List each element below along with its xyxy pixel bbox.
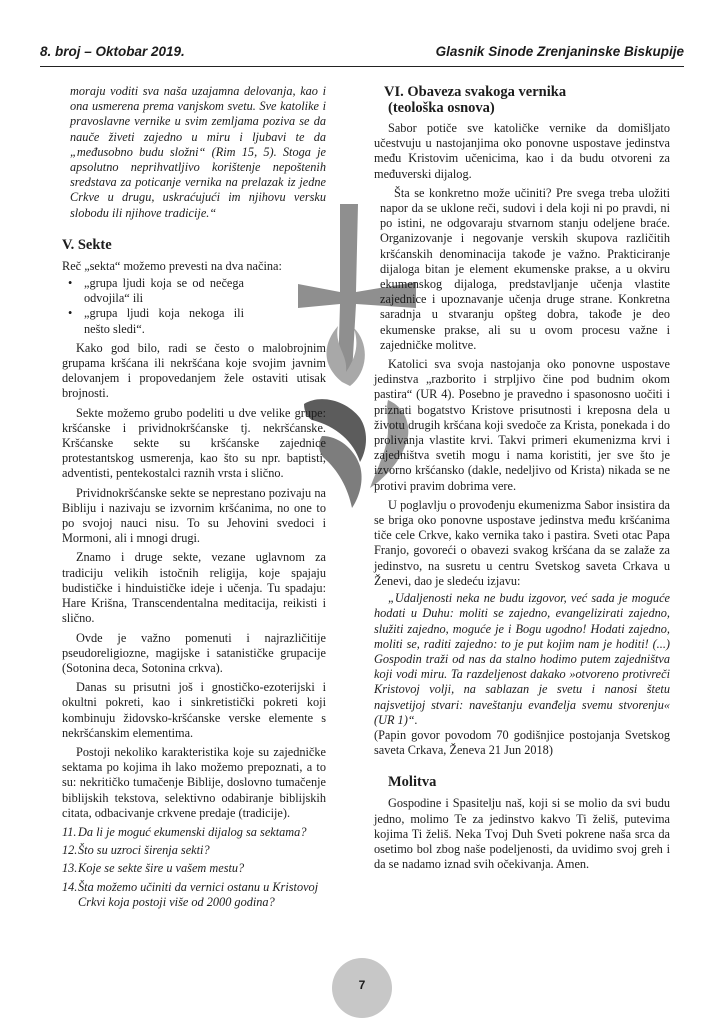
section-heading-sekte: V. Sekte	[62, 236, 112, 253]
section-subheading: (teološka osnova)	[388, 100, 495, 116]
sekta-definition-intro: Reč „sekta“ možemo prevesti na dva načina:	[62, 258, 282, 273]
section-heading-obaveza: VI. Obaveza svakoga vernika	[384, 84, 567, 100]
question-item: 11. Da li je moguć ekumenski dijalog sa sektama?	[62, 824, 307, 839]
publication-title: Glasnik Sinode Zrenjaninske Biskupije	[435, 44, 684, 59]
intro-quote: moraju voditi sva naša uzajamna delovanja, kao i ona usmerena prema vanjskom svetu. Sve katolike i pravoslavne vernike u svim zemljama poziva se da nauče živeti zajedno u miru i ljubavi te da „međusobno budu složni“ (Rim 15, 5). Stoga je apsolutno neprihvatljivo korištenje nepoštenih sredstava za poticanje vernika na prelazak iz jedne Crkve u drugu, uskraćujući im njihovu versku slobodu ili njihove tradicije.“	[70, 84, 326, 220]
pope-quote: „Udaljenosti neka ne budu izgovor, već sada je moguće hodati u Duhu: moliti se zajedno, evangelizirati zajedno, služiti zajedno, moguće je i Bogu ugodno! Hodati zajedno, moliti se, raditi zajedno: to je put kojim nam je hoditi! (...) Gospodin traži od nas da stalno hodimo putem zajedništva koji vodi miru. Ta razdeljenost dakako »otvoreno protivreči Kristovoj volji, na sablazan je svetu i nanosi štetu najsvetijoj stvari: naveštanju evanđelja svemu stvorenju« (UR 1)“.	[374, 591, 670, 727]
paragraph: Znamo i druge sekte, vezane uglavnom za tradiciju velikih istočnih religija, koje spajaju budističke i hinduističke ideje i učenja. Tu spadaju: Hare Krišna, Transcendentalna meditacija, reikisti i slično.	[62, 550, 326, 626]
paragraph: Postoji nekoliko karakteristika koje su zajedničke sektama po kojima ih lako možemo prepoznati, a to su: nekritičko tumačenje Biblije, doslovno tumačenje biblijskih tekstova, selektivno odabiranje biblijskih citata, odbacivanje crkvene predaje (tradicije).	[62, 744, 326, 820]
paragraph: Kako god bilo, radi se često o malobrojnim grupama kršćana ili nekršćana koje svojim javnim delovanjem i propovedanjem žele ostaviti utisak brojnosti.	[62, 340, 326, 401]
paragraph: Danas su prisutni još i gnostičko-ezoterijski i okultni pokreti, kao i sinkretistički pokreti koji kombinuju židovsko-kršćanske verske elemente s nekršćanskim elementima.	[62, 680, 326, 740]
list-item: • „grupa ljudi koja nekoga ili nešto sledi“.	[62, 306, 244, 336]
paragraph: Prividnokršćanske sekte se neprestano pozivaju na Bibliju i nazivaju se izvornim kršćanima, no one to po svojoj nauci nisu. To su Jehovini svedoci i Mormoni, ali i mnogi drugi.	[62, 485, 326, 546]
right-column	[374, 84, 670, 872]
sekta-definitions-list	[62, 276, 326, 337]
prayer-heading: Molitva	[388, 774, 437, 791]
prayer-text: Gospodine i Spasitelju naš, koji si se molio da svi budu jedno, molimo Te za jedinstvo kakvo Ti želiš, putevima kojima Ti želiš. Neka Tvoj Duh Sveti pokrene naša srca da osetimo bol zbog naše podeljenosti, da uvidimo svoj greh i da se nadamo iznad svih očekivanja. Amen.	[374, 796, 670, 872]
page-header	[40, 44, 684, 64]
paragraph: Sekte možemo grubo podeliti u dve velike grupe: kršćanske i prividnokršćanske tj. nekršćanske. Kršćanske sekte su kršćanske zajednice protestantskog usmerenja, kao što su npr. baptisti, adventisti, pentekostalci raznih vrsta i slično.	[62, 405, 326, 481]
paragraph: U poglavlju o provođenju ekumenizma Sabor insistira da se briga oko ponovne uspostave jedinstva među kršćanima tiče cele Crkve, kako vernika tako i pastira. Sveti otac Papa Franjo, govoreći o obavezi svakog kršćana da se zalaže za jedinstvo, na susretu u centru Svetskog saveta Crkava u Ženevi, dao je sledeću izjavu:	[374, 497, 670, 588]
list-item: • „grupa ljudi koja se od nečega odvojila“ ili	[62, 276, 244, 306]
header-rule	[40, 66, 684, 67]
discussion-questions	[62, 825, 326, 910]
left-column	[62, 84, 326, 913]
issue-label: 8. broj – Oktobar 2019.	[40, 44, 185, 59]
paragraph: Sabor potiče sve katoličke vernike da domišljato učestvuju u nastojanjima oko ponovne uspostave jedinstva među Kristovim učenicima, kao i da budu otvoreni za međuverski dijalog.	[374, 121, 670, 181]
paragraph: Ovde je važno pomenuti i najrazličitije pseudoreligiozne, magijske i satanističke grupacije (Sotonina deca, Sotonina crkva).	[62, 630, 326, 675]
question-item: 14. Šta možemo učiniti da vernici ostanu u Kristovoj Crkvi koja postoji više od 2000 godina?	[62, 879, 319, 909]
paragraph: Šta se konkretno može učiniti? Pre svega treba uložiti napor da se uklone reči, sudovi i dela koji ni po pravdi, ni po istini, ne odgovaraju stvarnom stanju odeljene braće. Organizovanje i negovanje verskih skupova različitih kršćanskih denominacija takođe je važno. Prakticiranje dijaloga bitan je element ekumenske prakse, a u okviru ekumenskog dijaloga, predstavljanje učenja vlastite zajednice i upoznavanje učenja druge strane. Konkretna saradnja u stvaranju opšteg dobra, takođe je deo ekumenske prakse, ali su u ovom procesu važne i zajedničke molitve.	[380, 185, 670, 352]
question-item: 13. Koje se sekte šire u vašem mestu?	[62, 861, 245, 876]
page-number: 7	[358, 978, 366, 992]
question-item: 12. Što su uzroci širenja sekti?	[62, 843, 210, 858]
paragraph: Katolici sva svoja nastojanja oko ponovne uspostave jedinstva „razborito i strpljivo čine pod budnim okom pastira“ (UR 4). Posebno je pravedno i spasonosno uočiti i priznati bogatstvo Kristove prisutnosti i kreposna dela u životu drugih kršćana koji svedoče za Krista, ponekada i do prolivanja vlastite krvi. Takvi primeri ekumenizma krvi i zajedništva svetih mogu i nama koristiti, jer sve što je izvorno kršćansko (dakle, nedeljivo od Krista) nikada se ne protivi pravim dobrima vere.	[374, 357, 670, 493]
quote-source: (Papin govor povodom 70 godišnjice postojanja Svetskog saveta Crkava, Ženeva 21 Jun 2018)	[374, 727, 670, 758]
